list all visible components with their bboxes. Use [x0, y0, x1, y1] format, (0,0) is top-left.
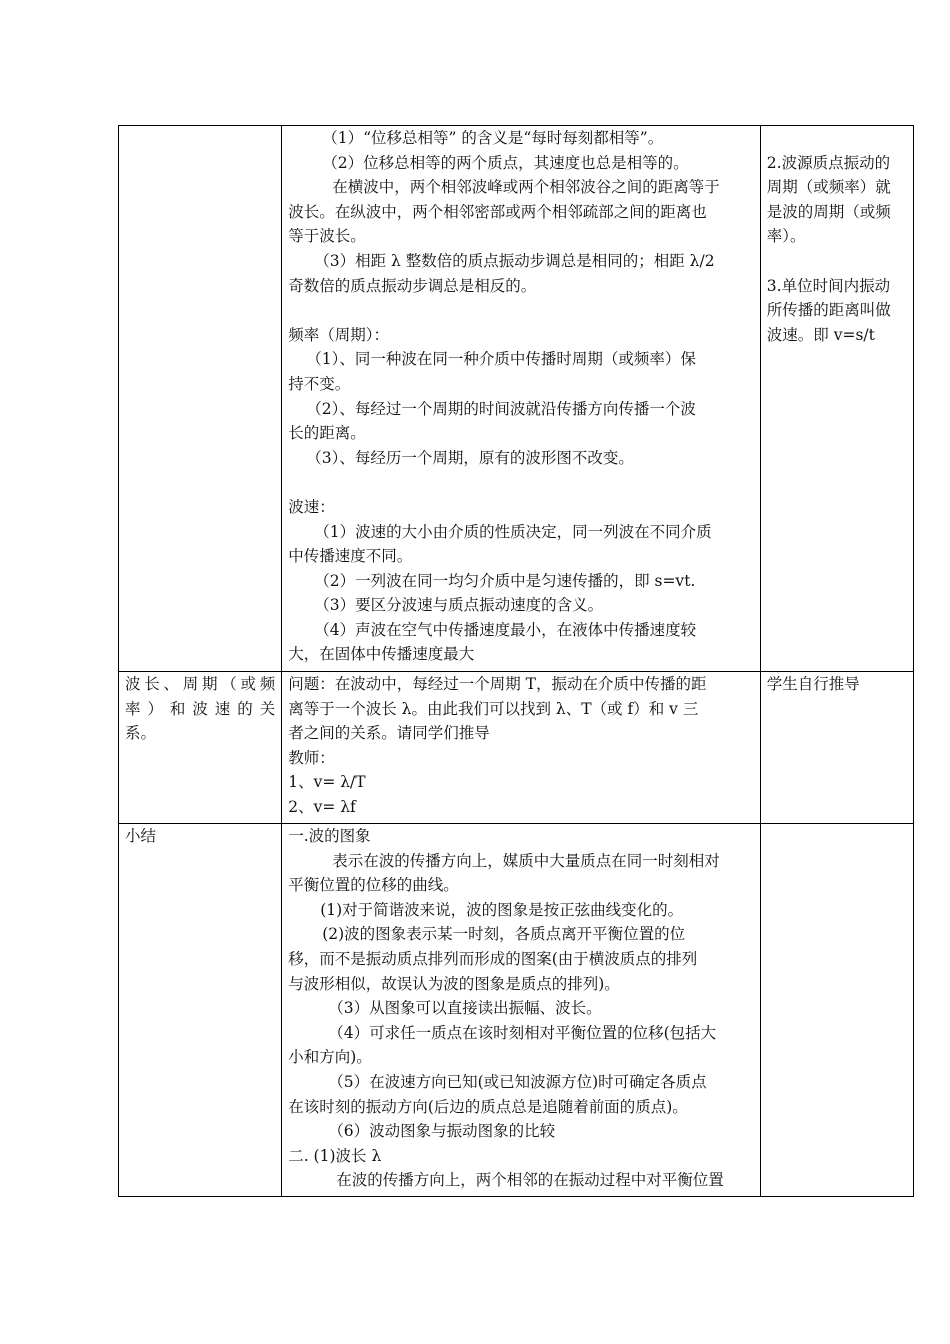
text-line: （6）波动图象与振动图象的比较	[328, 1122, 556, 1141]
section-heading-wave-graph: 一.波的图象	[288, 827, 371, 845]
text-line: 小和方向)。	[288, 1048, 372, 1067]
text-line: 离等于一个波长 λ。由此我们可以找到 λ、T（或 f）和 v 三	[288, 699, 699, 718]
blank-line	[288, 298, 754, 323]
blank-line	[767, 249, 907, 274]
text-line: （1）、同一种波在同一种介质中传播时周期（或频率）保	[306, 350, 696, 369]
topic-line: 系。	[125, 724, 157, 743]
text-line: 波长。在纵波中，两个相邻密部或两个相邻疏部之间的距离也	[288, 202, 707, 221]
note-line: 所传播的距离叫做	[766, 301, 891, 320]
text-line: （1）“位移总相等” 的含义是“每时每刻都相等”。	[322, 129, 664, 147]
blank-line	[288, 470, 754, 495]
text-line: （3）要区分波速与质点振动速度的含义。	[314, 596, 604, 615]
row2-note-cell	[760, 672, 913, 824]
row3-topic-cell	[119, 824, 282, 1197]
text-line: （1）波速的大小由介质的性质决定，同一列波在不同介质	[314, 522, 712, 541]
note-line: 2.波源质点振动的	[766, 153, 891, 172]
table-row-wave-relationship	[119, 672, 914, 824]
text-line: （3）相距 λ 整数倍的质点振动步调总是相同的；相距 λ/2	[314, 251, 715, 270]
row3-content-cell	[282, 824, 761, 1197]
note-line: 波速。即 v=s/t	[766, 325, 875, 344]
text-line: (2)波的图象表示某一时刻，各质点离开平衡位置的位	[322, 925, 686, 944]
note-line: 是波的周期（或频	[766, 202, 891, 221]
text-line: （2）位移总相等的两个质点，其速度也总是相等的。	[322, 153, 689, 172]
row1-content-cell	[282, 126, 761, 672]
text-line: （5）在波速方向已知(或已知波源方位)时可确定各质点	[328, 1072, 707, 1091]
note-line: 学生自行推导	[766, 675, 860, 693]
section-heading-wave-speed: 波速：	[288, 497, 335, 516]
row1-note-cell	[760, 126, 913, 672]
table-row-wave-properties	[119, 126, 914, 672]
note-line: 率）。	[766, 227, 806, 246]
note-line: 周期（或频率）就	[766, 178, 891, 197]
text-line: （3）从图象可以直接读出振幅、波长。	[328, 999, 602, 1018]
blank-line	[767, 126, 907, 151]
text-line: （4）可求任一质点在该时刻相对平衡位置的位移(包括大	[328, 1023, 717, 1042]
text-line: （2）、每经过一个周期的时间波就沿传播方向传播一个波	[306, 399, 696, 418]
text-line: （4）声波在空气中传播速度最小，在液体中传播速度较	[314, 620, 697, 639]
text-line: （3）、每经历一个周期，原有的波形图不改变。	[306, 448, 634, 467]
row2-topic-cell	[119, 672, 282, 824]
text-line: 表示在波的传播方向上，媒质中大量质点在同一时刻相对	[332, 851, 720, 870]
text-line: 者之间的关系。请同学们推导	[288, 724, 490, 743]
text-line: 长的距离。	[288, 424, 366, 443]
section-heading-frequency: 频率（周期）：	[288, 325, 389, 344]
note-line: 3.单位时间内振动	[766, 276, 891, 295]
text-line: 移，而不是振动质点排列而形成的图案(由于横波质点的排列	[288, 949, 698, 968]
table-row-summary	[119, 824, 914, 1197]
topic-line: 率）和波速的关	[125, 699, 276, 718]
text-line: （2）一列波在同一均匀介质中是匀速传播的，即 s=vt.	[314, 571, 696, 590]
topic-line: 小结	[125, 827, 157, 845]
formula-line: 2、v= λf	[288, 797, 356, 816]
row3-note-cell	[760, 824, 913, 1197]
text-line: 在该时刻的振动方向(后边的质点总是追随着前面的质点)。	[288, 1097, 688, 1116]
text-line: 中传播速度不同。	[288, 547, 413, 566]
text-line: 在横波中，两个相邻波峰或两个相邻波谷之间的距离等于	[332, 178, 720, 197]
text-line: 平衡位置的位移的曲线。	[288, 876, 459, 895]
text-line: 奇数倍的质点振动步调总是相反的。	[288, 276, 537, 295]
section-heading-wavelength: 二. (1)波长 λ	[288, 1146, 382, 1165]
text-line: 持不变。	[288, 374, 351, 393]
text-line: 在波的传播方向上，两个相邻的在振动过程中对平衡位置	[336, 1171, 724, 1190]
text-line: 大，在固体中传播速度最大	[288, 645, 475, 664]
formula-line: 1、v= λ/T	[288, 773, 366, 792]
text-line: 问题：在波动中，每经过一个周期 T，振动在介质中传播的距	[288, 675, 707, 693]
row2-content-cell	[282, 672, 761, 824]
text-line: (1)对于简谐波来说，波的图象是按正弦曲线变化的。	[320, 900, 684, 919]
topic-line: 波长、周期（或频	[125, 675, 276, 693]
text-line: 与波形相似，故误认为波的图象是质点的排列)。	[288, 974, 620, 993]
lesson-table	[118, 125, 914, 1197]
text-line: 等于波长。	[288, 227, 366, 246]
row1-topic-cell	[119, 126, 282, 672]
text-line: 教师：	[288, 748, 335, 767]
